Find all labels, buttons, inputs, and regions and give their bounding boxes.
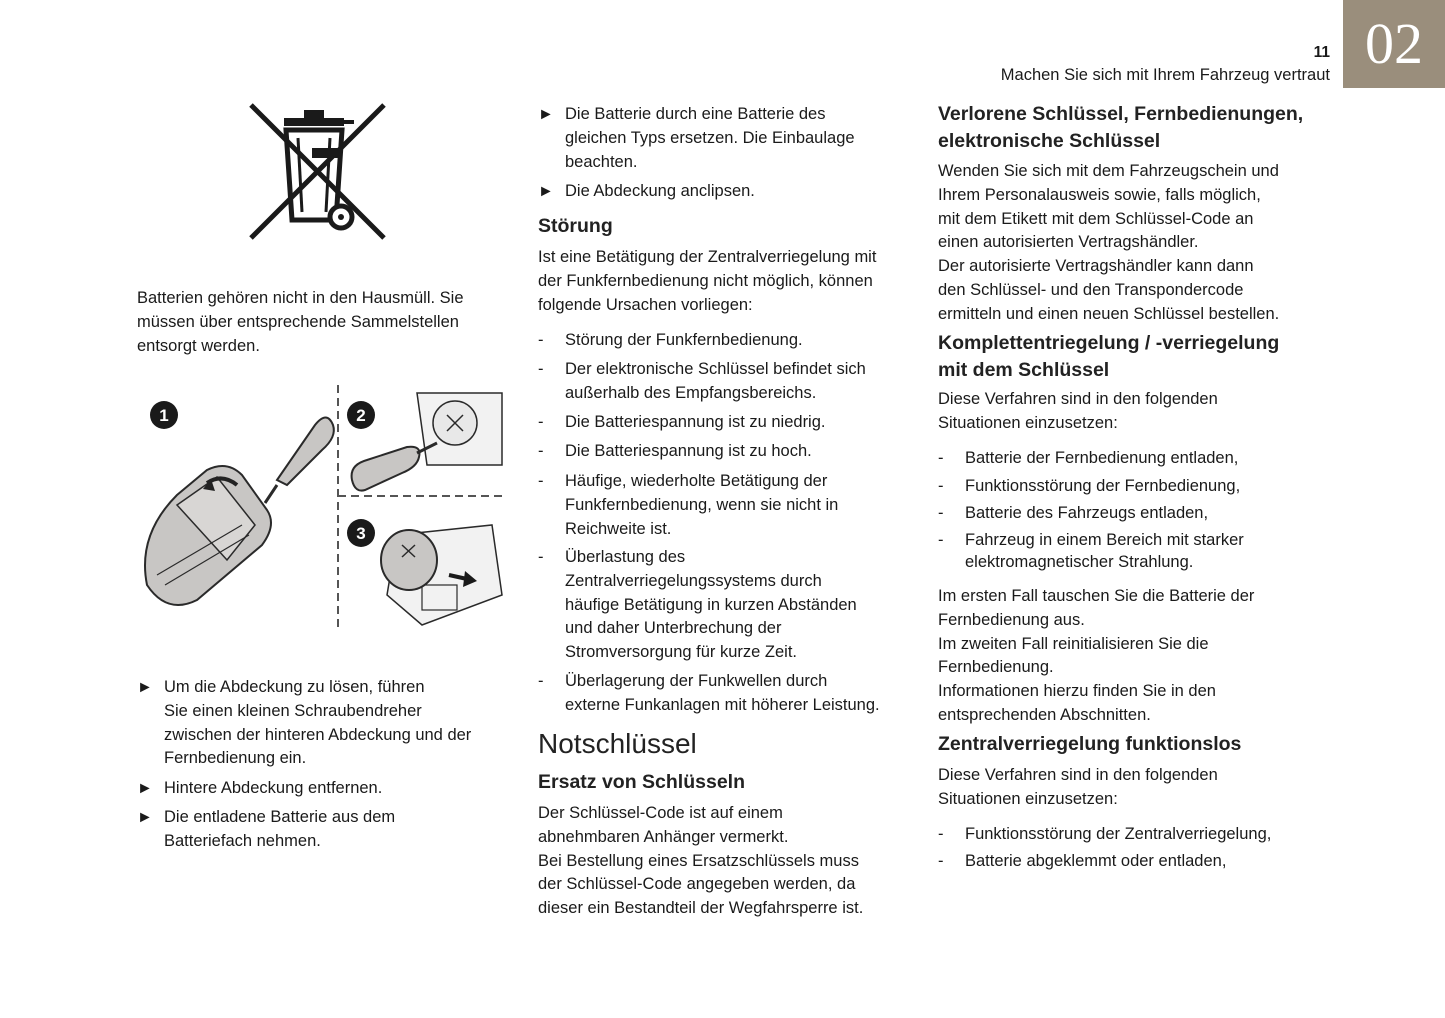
list-item-text: Überlagerung der Funkwellen durch externe Funkanlagen mit höherer Leistung.	[565, 672, 880, 714]
bullet-item	[538, 180, 918, 204]
komplett-text: Im ersten Fall tauschen Sie die Batterie der Fernbedienung aus. Im zweiten Fall reinitialisieren Sie die Fernbedienung. Informationen hierzu finden Sie in den entsprechenden Abschnitten.	[938, 587, 1255, 724]
dash-marker: -	[938, 449, 944, 467]
list-item-text: Der elektronische Schlüssel befindet sich außerhalb des Empfangsbereichs.	[565, 360, 866, 402]
step-1-label: 1	[159, 406, 169, 425]
step-2-label: 2	[356, 406, 366, 425]
section-heading-notschluessel: Notschlüssel	[538, 728, 697, 759]
crossed-out-wheelie-bin-icon	[246, 100, 391, 245]
list-item-text: Häufige, wiederholte Betätigung der Funkfernbedienung, wenn sie nicht in Reichweite ist.	[565, 472, 839, 538]
dash-marker: -	[538, 548, 544, 566]
bullet-item	[538, 103, 918, 175]
bullet-text: Die Batterie durch eine Batterie des gleichen Typs ersetzen. Die Einbaulage beachten.	[565, 105, 855, 171]
list-item-text: Störung der Funkfernbedienung.	[565, 331, 803, 349]
stoerung-intro: Ist eine Betätigung der Zentralverriegelung mit der Funkfernbedienung nicht möglich, können folgende Ursachen vorliegen:	[538, 248, 877, 314]
bullet-arrow-icon: ►	[538, 183, 554, 200]
bullet-arrow-icon: ►	[538, 106, 554, 123]
bullet-arrow-icon: ►	[137, 809, 153, 826]
bullet-item	[137, 676, 517, 772]
dash-marker: -	[538, 442, 544, 460]
section-heading-verloren: Verlorene Schlüssel, Fernbedienungen, elektronische Schlüssel	[938, 103, 1304, 152]
list-item-text: Fahrzeug in einem Bereich mit starker elektromagnetischer Strahlung.	[965, 531, 1244, 571]
dash-marker: -	[538, 360, 544, 378]
chapter-tab: 02	[1343, 0, 1445, 88]
dash-marker: -	[938, 504, 944, 522]
bullet-arrow-icon: ►	[137, 679, 153, 696]
running-title: Machen Sie sich mit Ihrem Fahrzeug vertraut	[1000, 66, 1330, 84]
list-item-text: Überlastung des Zentralverriegelungssystems durch häufige Betätigung in kurzen Abständen und daher Unterbrechung der Stromversorgung für kurze Zeit.	[565, 548, 857, 662]
ersatz-text: Der Schlüssel-Code ist auf einem abnehmbaren Anhänger vermerkt. Bei Bestellung eines Ersatzschlüssels muss der Schlüssel-Code angegeben werden, da dieser ein Bestandteil der Wegfahrsperre ist.	[538, 804, 864, 918]
bullet-item	[137, 806, 517, 854]
list-item-text: Batterie abgeklemmt oder entladen,	[965, 852, 1227, 870]
bullet-arrow-icon: ►	[137, 780, 153, 797]
dash-marker: -	[938, 852, 944, 870]
step-3-label: 3	[356, 524, 366, 543]
list-item-text: Funktionsstörung der Fernbedienung,	[965, 477, 1241, 495]
bullet-item	[137, 777, 517, 801]
zentral-intro: Diese Verfahren sind in den folgenden Situationen einzusetzen:	[938, 766, 1218, 808]
section-heading-stoerung: Störung	[538, 215, 613, 237]
list-item-text: Die Batteriespannung ist zu niedrig.	[565, 413, 826, 431]
list-item-text: Funktionsstörung der Zentralverriegelung,	[965, 825, 1272, 843]
bullet-text: Hintere Abdeckung entfernen.	[164, 779, 383, 797]
disposal-text: Batterien gehören nicht in den Hausmüll. Sie müssen über entsprechende Sammelstellen entsorgt werden.	[137, 289, 464, 355]
bullet-text: Die Abdeckung anclipsen.	[565, 182, 755, 200]
section-heading-komplett: Komplettentriegelung / -verriegelung mit dem Schlüssel	[938, 332, 1280, 381]
list-item-text: Batterie der Fernbedienung entladen,	[965, 449, 1239, 467]
dash-marker: -	[938, 531, 944, 549]
page-number: 11	[1313, 44, 1330, 61]
dash-marker: -	[538, 331, 544, 349]
komplett-intro: Diese Verfahren sind in den folgenden Situationen einzusetzen:	[938, 390, 1218, 432]
dash-marker: -	[538, 472, 544, 490]
section-heading-zentral: Zentralverriegelung funktionslos	[938, 733, 1242, 755]
bullet-text: Die entladene Batterie aus dem Batteriefach nehmen.	[164, 808, 396, 850]
verloren-text: Wenden Sie sich mit dem Fahrzeugschein und Ihrem Personalausweis sowie, falls möglich, mit dem Etikett mit dem Schlüssel-Code an einen autorisierten Vertragshändler. Der autorisierte Vertragshändler kann dann den Schlüssel- und den Transpondercode ermitteln und einen neuen Schlüssel bestellen.	[938, 162, 1280, 323]
dash-marker: -	[938, 825, 944, 843]
battery-replacement-illustration	[137, 385, 507, 633]
list-item-text: Die Batteriespannung ist zu hoch.	[565, 442, 812, 460]
dash-marker: -	[538, 672, 544, 690]
dash-marker: -	[538, 413, 544, 431]
dash-marker: -	[938, 477, 944, 495]
list-item-text: Batterie des Fahrzeugs entladen,	[965, 504, 1209, 522]
bullet-text: Um die Abdeckung zu lösen, führen Sie einen kleinen Schraubendreher zwischen der hinteren Abdeckung und der Fernbedienung ein.	[164, 678, 472, 768]
subheading-ersatz: Ersatz von Schlüsseln	[538, 771, 745, 793]
